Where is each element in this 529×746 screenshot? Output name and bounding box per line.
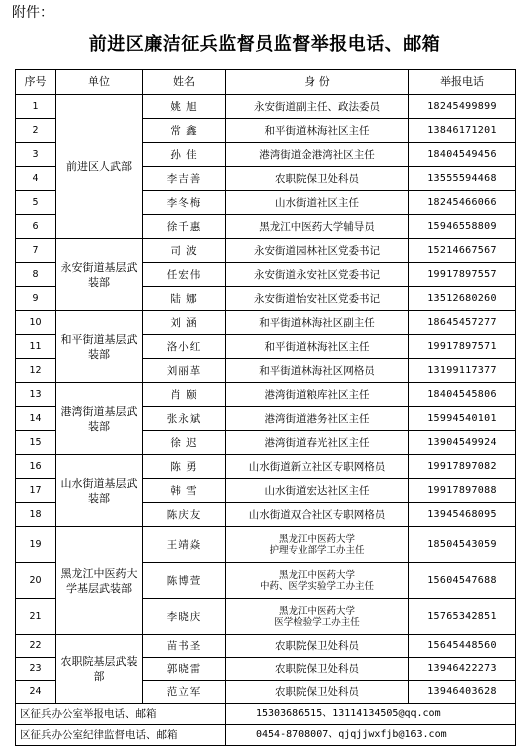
phone-number: 18245466066 bbox=[409, 191, 516, 215]
person-name: 郭晓雷 bbox=[143, 658, 226, 681]
unit-cell: 港湾街道基层武装部 bbox=[56, 383, 143, 455]
position-cell: 农职院保卫处科员 bbox=[226, 658, 409, 681]
person-name: 苗书圣 bbox=[143, 635, 226, 658]
row-number: 24 bbox=[16, 681, 56, 704]
row-number: 5 bbox=[16, 191, 56, 215]
position-cell: 永安街道副主任、政法委员 bbox=[226, 95, 409, 119]
table-row bbox=[16, 383, 516, 407]
header-cell: 姓名 bbox=[143, 70, 226, 95]
phone-number: 19917897571 bbox=[409, 335, 516, 359]
footer-row bbox=[16, 725, 516, 746]
header-row bbox=[16, 70, 516, 95]
row-number: 6 bbox=[16, 215, 56, 239]
table-row bbox=[16, 455, 516, 479]
supervisor-table bbox=[15, 69, 516, 746]
unit-cell: 和平街道基层武装部 bbox=[56, 311, 143, 383]
position-cell: 和平街道林海社区网格员 bbox=[226, 359, 409, 383]
position-cell: 农职院保卫处科员 bbox=[226, 167, 409, 191]
person-name: 李吉善 bbox=[143, 167, 226, 191]
row-number: 8 bbox=[16, 263, 56, 287]
position-cell: 永安街道永安社区党委书记 bbox=[226, 263, 409, 287]
phone-number: 15214667567 bbox=[409, 239, 516, 263]
phone-number: 18404545806 bbox=[409, 383, 516, 407]
row-number: 3 bbox=[16, 143, 56, 167]
person-name: 孙 佳 bbox=[143, 143, 226, 167]
table-row bbox=[16, 635, 516, 658]
row-number: 7 bbox=[16, 239, 56, 263]
unit-cell: 永安街道基层武装部 bbox=[56, 239, 143, 311]
person-name: 韩 雪 bbox=[143, 479, 226, 503]
phone-number: 19917897557 bbox=[409, 263, 516, 287]
phone-number: 19917897088 bbox=[409, 479, 516, 503]
unit-cell: 山水街道基层武装部 bbox=[56, 455, 143, 527]
position-line: 黑龙江中医药大学 bbox=[278, 533, 355, 545]
person-name: 洛小红 bbox=[143, 335, 226, 359]
position-cell: 农职院保卫处科员 bbox=[226, 635, 409, 658]
row-number: 23 bbox=[16, 658, 56, 681]
row-number: 13 bbox=[16, 383, 56, 407]
header-cell: 序号 bbox=[16, 70, 56, 95]
phone-number: 18504543059 bbox=[409, 527, 516, 563]
row-number: 14 bbox=[16, 407, 56, 431]
position-cell: 黑龙江中医药大学辅导员 bbox=[226, 215, 409, 239]
phone-number: 13512680260 bbox=[409, 287, 516, 311]
table-row bbox=[16, 239, 516, 263]
position-cell: 山水街道双合社区专职网格员 bbox=[226, 503, 409, 527]
header-cell: 举报电话 bbox=[409, 70, 516, 95]
position-line: 中药、医学实验学工办主任 bbox=[259, 580, 374, 592]
table-row bbox=[16, 527, 516, 563]
position-cell: 港湾街道金港湾社区主任 bbox=[226, 143, 409, 167]
person-name: 陈博萱 bbox=[143, 563, 226, 599]
header-cell: 身 份 bbox=[226, 70, 409, 95]
row-number: 22 bbox=[16, 635, 56, 658]
phone-number: 13846171201 bbox=[409, 119, 516, 143]
position-cell bbox=[226, 563, 409, 599]
phone-number: 15946558809 bbox=[409, 215, 516, 239]
phone-number: 15604547688 bbox=[409, 563, 516, 599]
person-name: 常 鑫 bbox=[143, 119, 226, 143]
position-line: 护理专业部学工办主任 bbox=[269, 544, 365, 556]
footer-value: 15303686515、13114134505@qq.com bbox=[226, 704, 516, 725]
row-number: 16 bbox=[16, 455, 56, 479]
page-title: 前进区廉洁征兵监督员监督举报电话、邮箱 bbox=[88, 34, 441, 55]
attachment-label: 附件： bbox=[12, 5, 54, 21]
position-line: 医学检验学工办主任 bbox=[274, 616, 360, 628]
position-cell bbox=[226, 527, 409, 563]
position-cell: 港湾街道粮库社区主任 bbox=[226, 383, 409, 407]
person-name: 肖 颐 bbox=[143, 383, 226, 407]
row-number: 18 bbox=[16, 503, 56, 527]
row-number: 17 bbox=[16, 479, 56, 503]
phone-number: 13946403628 bbox=[409, 681, 516, 704]
unit-cell: 农职院基层武装部 bbox=[56, 635, 143, 704]
row-number: 11 bbox=[16, 335, 56, 359]
row-number: 12 bbox=[16, 359, 56, 383]
phone-number: 15645448560 bbox=[409, 635, 516, 658]
person-name: 姚 旭 bbox=[143, 95, 226, 119]
person-name: 刘丽革 bbox=[143, 359, 226, 383]
table-row bbox=[16, 311, 516, 335]
person-name: 陈庆友 bbox=[143, 503, 226, 527]
phone-number: 18245499899 bbox=[409, 95, 516, 119]
phone-number: 15994540101 bbox=[409, 407, 516, 431]
row-number: 9 bbox=[16, 287, 56, 311]
row-number: 10 bbox=[16, 311, 56, 335]
person-name: 李晓庆 bbox=[143, 599, 226, 635]
phone-number: 13904549924 bbox=[409, 431, 516, 455]
position-cell: 和平街道林海社区主任 bbox=[226, 119, 409, 143]
phone-number: 13555594468 bbox=[409, 167, 516, 191]
footer-label: 区征兵办公室纪律监督电话、邮箱 bbox=[16, 725, 226, 746]
position-cell: 山水街道宏达社区主任 bbox=[226, 479, 409, 503]
phone-number: 15765342851 bbox=[409, 599, 516, 635]
unit-cell: 黑龙江中医药大学基层武装部 bbox=[56, 527, 143, 635]
phone-number: 13946422273 bbox=[409, 658, 516, 681]
person-name: 司 波 bbox=[143, 239, 226, 263]
row-number: 19 bbox=[16, 527, 56, 563]
person-name: 范立军 bbox=[143, 681, 226, 704]
phone-number: 18404549456 bbox=[409, 143, 516, 167]
position-cell: 山水街道新立社区专职网格员 bbox=[226, 455, 409, 479]
phone-number: 19917897082 bbox=[409, 455, 516, 479]
phone-number: 13199117377 bbox=[409, 359, 516, 383]
position-cell: 永安街道园林社区党委书记 bbox=[226, 239, 409, 263]
row-number: 15 bbox=[16, 431, 56, 455]
position-cell: 港湾街道春光社区主任 bbox=[226, 431, 409, 455]
row-number: 1 bbox=[16, 95, 56, 119]
header-cell: 单位 bbox=[56, 70, 143, 95]
footer-row bbox=[16, 704, 516, 725]
position-cell: 和平街道林海社区副主任 bbox=[226, 311, 409, 335]
row-number: 20 bbox=[16, 563, 56, 599]
position-line: 黑龙江中医药大学 bbox=[278, 605, 355, 617]
unit-cell: 前进区人武部 bbox=[56, 95, 143, 239]
person-name: 刘 涵 bbox=[143, 311, 226, 335]
phone-number: 18645457277 bbox=[409, 311, 516, 335]
person-name: 王靖焱 bbox=[143, 527, 226, 563]
phone-number: 13945468095 bbox=[409, 503, 516, 527]
person-name: 徐千惠 bbox=[143, 215, 226, 239]
position-cell bbox=[226, 599, 409, 635]
position-cell: 山水街道社区主任 bbox=[226, 191, 409, 215]
person-name: 陈 勇 bbox=[143, 455, 226, 479]
position-cell: 和平街道林海社区主任 bbox=[226, 335, 409, 359]
position-cell: 永安街道怡安社区党委书记 bbox=[226, 287, 409, 311]
position-line: 黑龙江中医药大学 bbox=[278, 569, 355, 581]
position-cell: 农职院保卫处科员 bbox=[226, 681, 409, 704]
row-number: 2 bbox=[16, 119, 56, 143]
person-name: 陆 娜 bbox=[143, 287, 226, 311]
position-cell: 港湾街道港务社区主任 bbox=[226, 407, 409, 431]
footer-value: 0454-8708007、qjqjjwxfjb@163.com bbox=[226, 725, 516, 746]
footer-label: 区征兵办公室举报电话、邮箱 bbox=[16, 704, 226, 725]
row-number: 21 bbox=[16, 599, 56, 635]
table-row bbox=[16, 95, 516, 119]
person-name: 张永斌 bbox=[143, 407, 226, 431]
person-name: 李冬梅 bbox=[143, 191, 226, 215]
person-name: 任宏伟 bbox=[143, 263, 226, 287]
row-number: 4 bbox=[16, 167, 56, 191]
person-name: 徐 迟 bbox=[143, 431, 226, 455]
